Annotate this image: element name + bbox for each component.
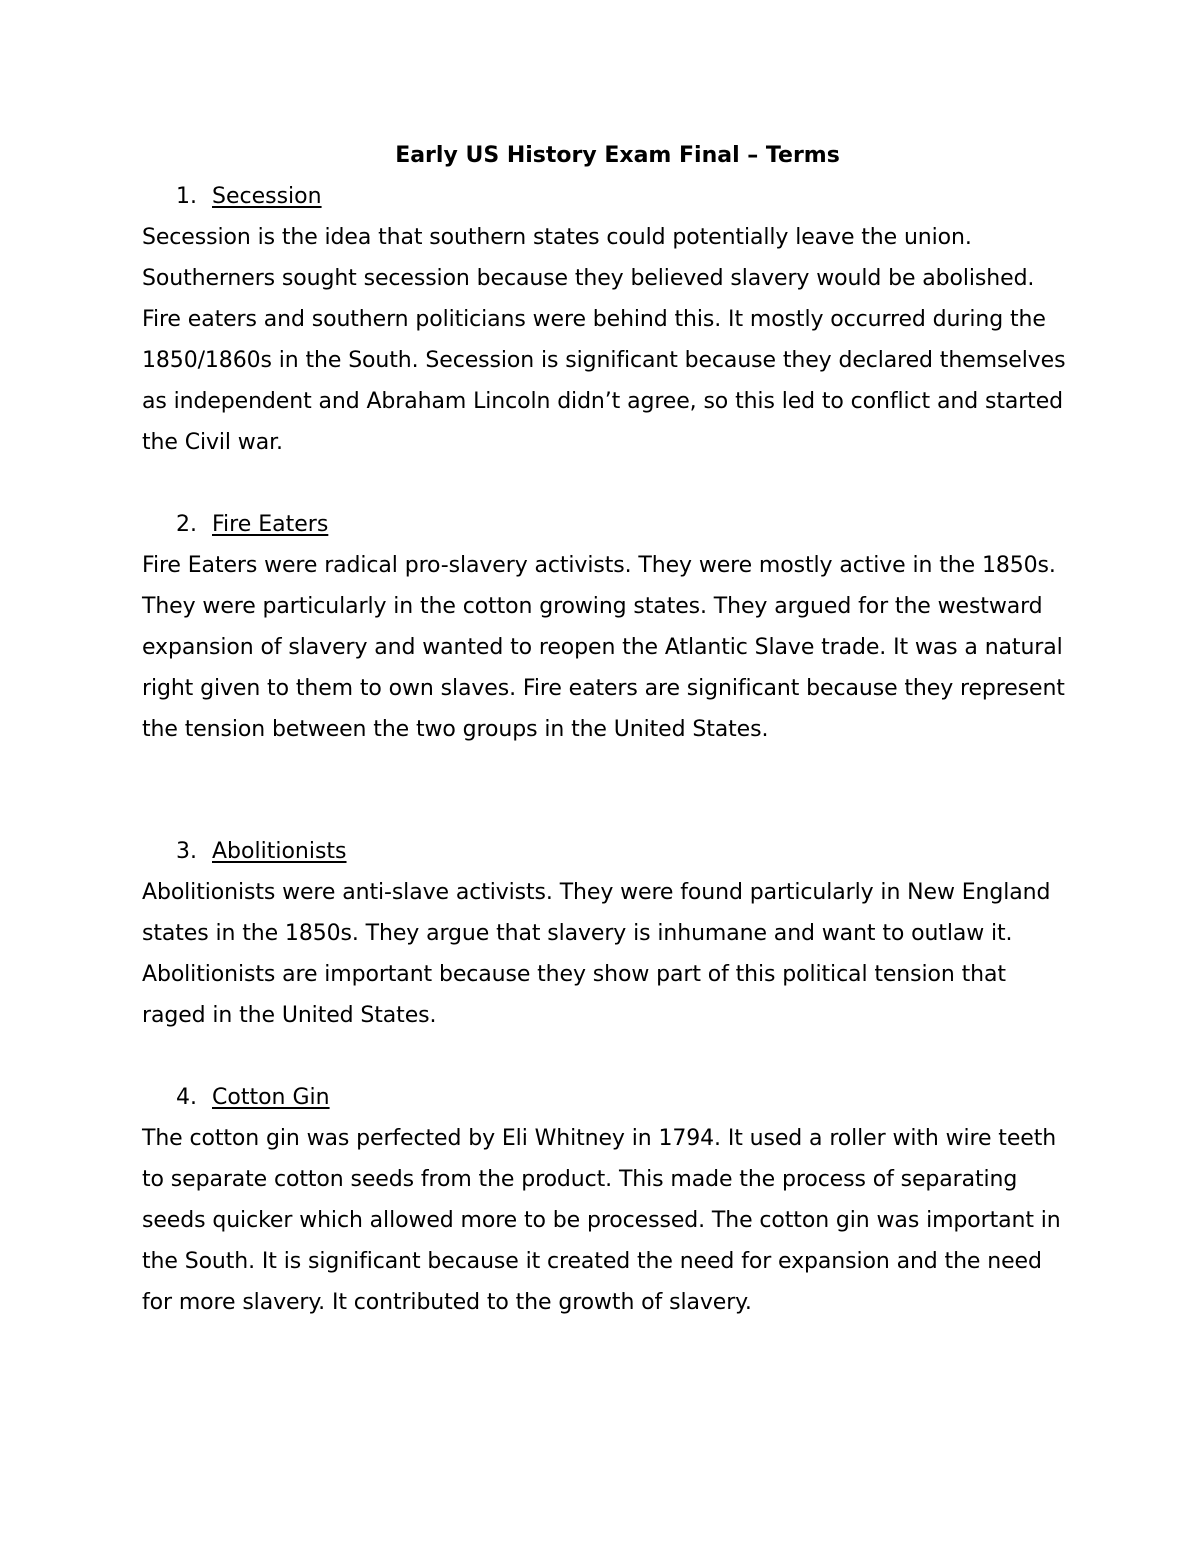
term-section-secession bbox=[142, 176, 1072, 463]
term-section-cotton-gin bbox=[142, 1077, 1072, 1323]
term-description: Fire Eaters were radical pro-slavery activists. They were mostly active in the 1850s. They were particularly in the cotton growing states. They argued for the westward expansion of slavery and wanted to reopen the Atlantic Slave trade. It was a natural right given to them to own slaves. Fire eaters are significant because they represent the tension between the two groups in the United States. bbox=[142, 553, 1065, 742]
term-name: Secession bbox=[212, 184, 322, 209]
term-description: Abolitionists were anti-slave activists. They were found particularly in New England states in the 1850s. They argue that slavery is inhumane and want to outlaw it. Abolitionists are important because they show part of this political tension that raged in the United States. bbox=[142, 880, 1051, 1028]
term-description: The cotton gin was perfected by Eli Whitney in 1794. It used a roller with wire teeth to separate cotton seeds from the product. This made the process of separating seeds quicker which allowed more to be processed. The cotton gin was important in the South. It is significant because it created the need for expansion and the need for more slavery. It contributed to the growth of slavery. bbox=[142, 1126, 1061, 1315]
term-heading bbox=[142, 176, 1072, 217]
term-number: 3. bbox=[176, 839, 197, 864]
term-section-abolitionists bbox=[142, 831, 1072, 1036]
term-number: 1. bbox=[176, 184, 197, 209]
term-number: 4. bbox=[176, 1085, 197, 1110]
term-name: Fire Eaters bbox=[212, 512, 329, 537]
term-description: Secession is the idea that southern states could potentially leave the union. Southerners sought secession because they believed slavery would be abolished. Fire eaters and southern politicians were behind this. It mostly occurred during the 1850/1860s in the South. Secession is significant because they declared themselves as independent and Abraham Lincoln didn’t agree, so this led to conflict and started the Civil war. bbox=[142, 225, 1066, 455]
term-name: Abolitionists bbox=[212, 839, 347, 864]
term-heading bbox=[142, 504, 1072, 545]
term-name: Cotton Gin bbox=[212, 1085, 330, 1110]
term-number: 2. bbox=[176, 512, 197, 537]
document-title: Early US History Exam Final – Terms bbox=[395, 143, 840, 168]
term-heading bbox=[142, 1077, 1072, 1118]
term-heading bbox=[142, 831, 1072, 872]
term-section-fire-eaters bbox=[142, 504, 1072, 750]
